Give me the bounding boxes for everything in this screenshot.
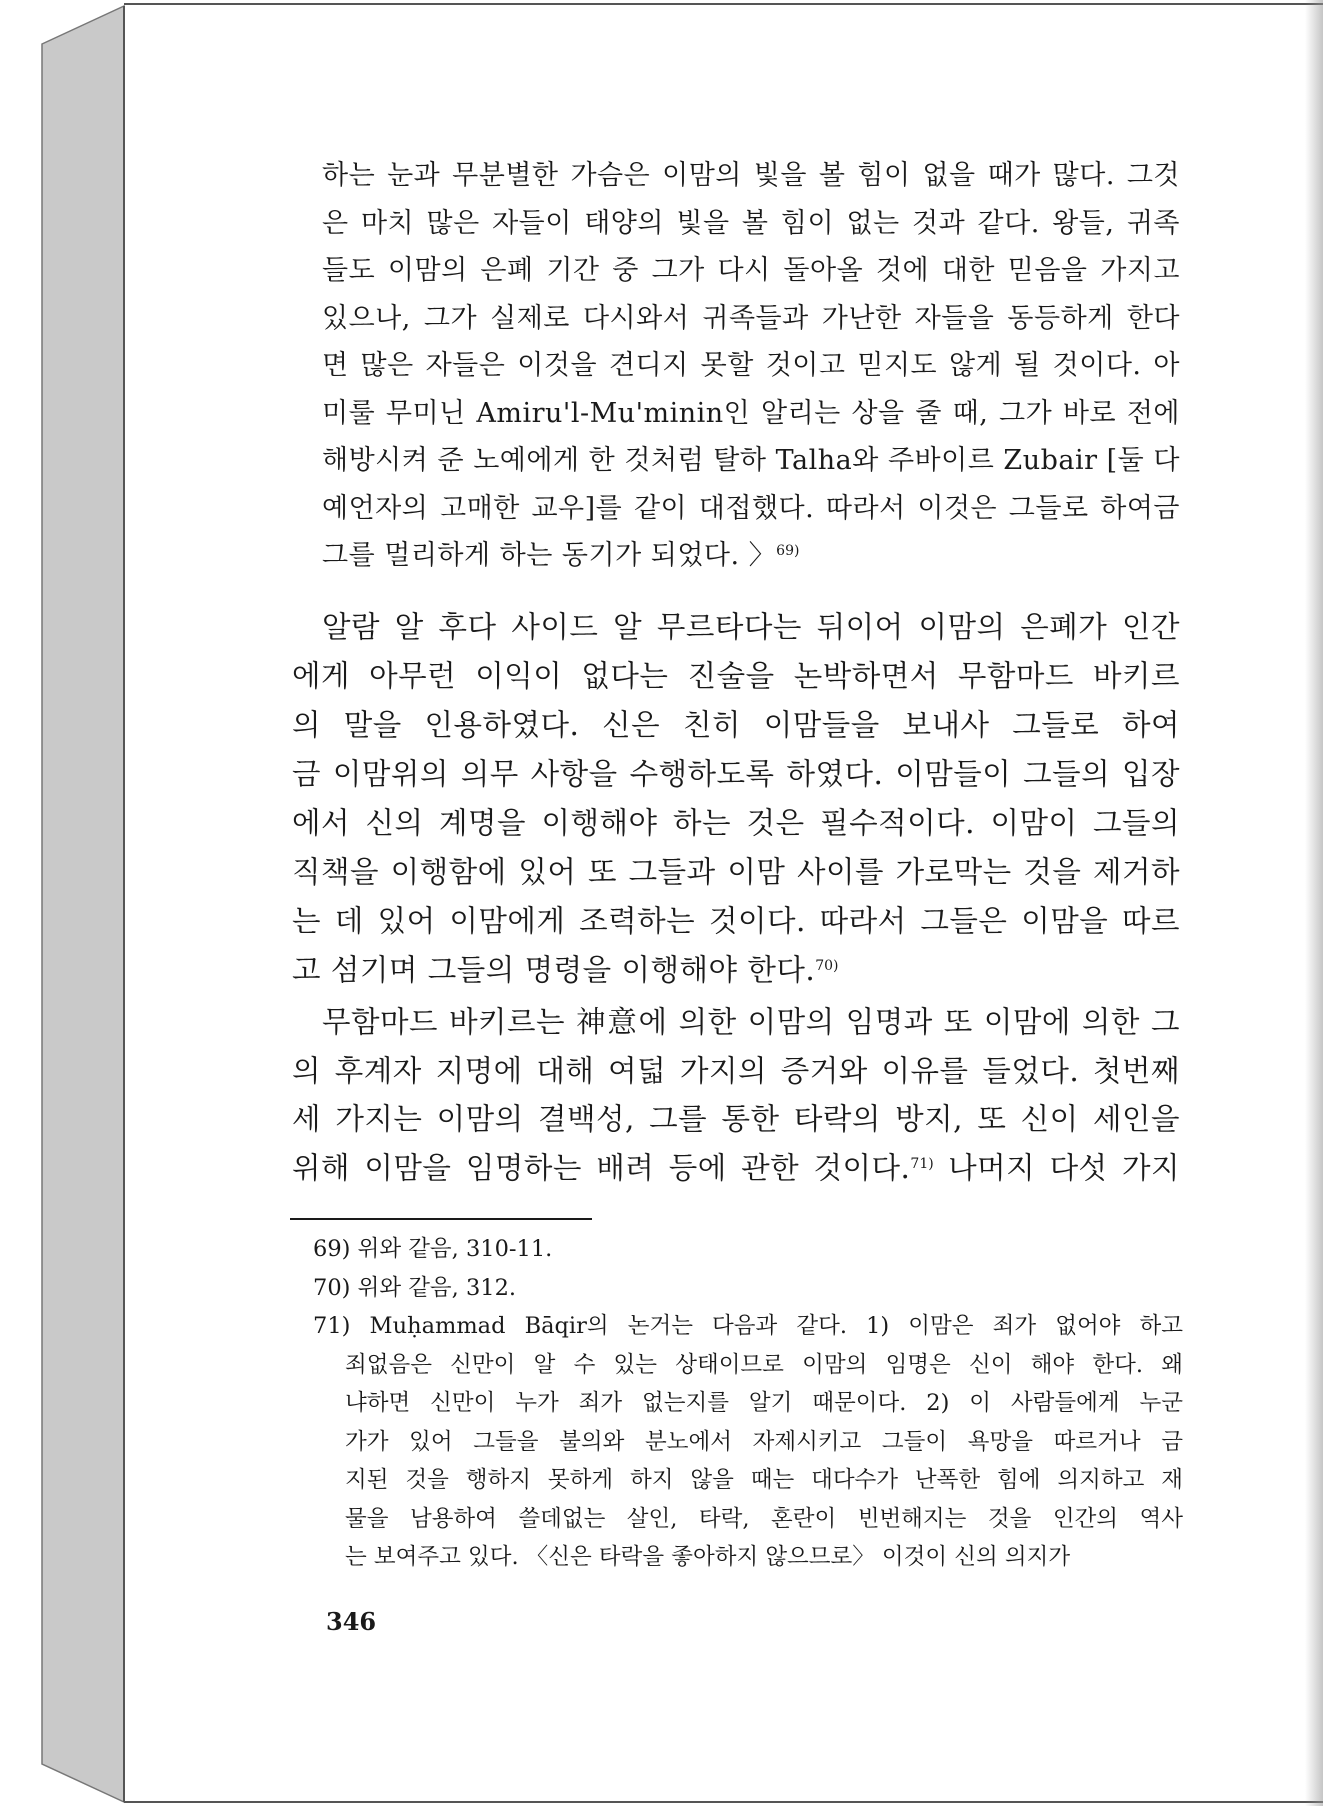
footnotes: [313, 1230, 1183, 1577]
quote-line: 예언자의 고매한 교우]를 같이 대접했다. 따라서 이것은 그들로 하여금: [322, 492, 1180, 524]
footnote-number: 71): [313, 1313, 351, 1339]
quote-line: 미룰 무미닌 Amiru'l-Mu'minin인 알리는 상을 줄 때, 그가 바로 전에: [322, 397, 1180, 429]
quote-line: 있으나, 그가 실제로 다시와서 귀족들과 가난한 자들을 동등하게 한다: [322, 302, 1180, 334]
footnote-text: 위와 같음, 310-11.: [357, 1236, 553, 1262]
paragraph-line: 세 가지는 이맘의 결백성, 그를 통한 타락의 방지, 또 신이 세인을: [292, 1102, 1180, 1136]
footnote-ref: 69): [776, 543, 800, 559]
quote-line: 면 많은 자들은 이것을 견디지 못할 것이고 믿지도 않게 될 것이다. 아: [322, 350, 1180, 381]
paragraph-line: 에게 아무런 이익이 없다는 진술을 논박하면서 무함마드 바키르: [292, 659, 1180, 693]
footnote-text: Muḥammad Bāqir의 논거는 다음과 같다. 1) 이맘은 죄가 없어야 하고: [369, 1313, 1184, 1339]
body-paragraph-2: [292, 998, 1180, 1192]
paragraph-line: 의 후계자 지명에 대해 여덟 가지의 증거와 이유를 들었다. 첫번째: [292, 1053, 1180, 1088]
quote-block: [322, 152, 1180, 580]
page-right-shadow: [1305, 0, 1323, 1806]
footnote-number: 70): [313, 1274, 351, 1301]
paragraph-line-with-ref: [292, 1144, 1180, 1193]
body-paragraph-1: [292, 603, 1180, 995]
footnote-line: 죄없음은 신만이 알 수 있는 상태이므로 이맘의 임명은 신이 해야 한다. 왜: [345, 1351, 1183, 1378]
quote-line: 은 마치 많은 자들이 태양의 빛을 볼 힘이 없는 것과 같다. 왕들, 귀족: [322, 207, 1180, 239]
footnote-divider: [290, 1218, 592, 1220]
footnote-first-line: [313, 1307, 1183, 1346]
paragraph-line: 금 이맘위의 의무 사항을 수행하도록 하였다. 이맘들이 그들의 입장: [292, 757, 1180, 791]
footnote-69: [313, 1230, 1183, 1269]
footnote-line: 는 보여주고 있다. 〈신은 타락을 좋아하지 않으므로〉 이것이 신의 의지가: [345, 1544, 1071, 1570]
footnote-ref: 70): [815, 958, 839, 974]
paragraph-line: 직책을 이행함에 있어 또 그들과 이맘 사이를 가로막는 것을 제거하: [292, 855, 1180, 889]
paragraph-line-text: 위해 이맘을 임명하는 배려 등에 관한 것이다.: [292, 1150, 911, 1185]
paragraph-line-text: 고 섬기며 그들의 명령을 이행해야 한다.: [292, 953, 816, 987]
quote-line: 들도 이맘의 은폐 기간 중 그가 다시 돌아올 것에 대한 믿음을 가지고: [322, 255, 1180, 286]
footnote-line: 물을 남용하여 쓸데없는 살인, 타락, 혼란이 빈번해지는 것을 인간의 역사: [345, 1505, 1183, 1532]
quote-line-text: 그를 멀리하게 하는 동기가 되었다. 〉: [322, 540, 777, 571]
paragraph-line: 는 데 있어 이맘에게 조력하는 것이다. 따라서 그들은 이맘을 따르: [292, 904, 1180, 938]
paragraph-line: 알람 알 후다 사이드 알 무르타다는 뒤이어 이맘의 은폐가 인간: [322, 610, 1180, 644]
page-number: 346: [326, 1607, 377, 1636]
paragraph-line-last: [292, 946, 1180, 995]
paragraph-line: 무함마드 바키르는 神意에 의한 이맘의 임명과 또 이맘에 의한 그: [322, 1005, 1180, 1039]
footnote-line: 지된 것을 행하지 못하게 하지 않을 때는 대다수가 난폭한 힘에 의지하고 재: [345, 1467, 1183, 1493]
quote-line-last: [322, 532, 1180, 580]
paragraph-line: 에서 신의 계명을 이행해야 하는 것은 필수적이다. 이맘이 그들의: [292, 806, 1180, 840]
footnote-71: [313, 1307, 1183, 1577]
paragraph-line: 의 말을 인용하였다. 신은 친히 이맘들을 보내사 그들로 하여: [292, 708, 1180, 742]
footnote-text: 위와 같음, 312.: [357, 1274, 517, 1301]
footnote-line: 냐하면 신만이 누가 죄가 없는지를 알기 때문이다. 2) 이 사람들에게 누군: [345, 1390, 1183, 1416]
footnote-70: [313, 1269, 1183, 1308]
quote-line: 하는 눈과 무분별한 가슴은 이맘의 빛을 볼 힘이 없을 때가 많다. 그것: [322, 160, 1180, 191]
footnote-number: 69): [313, 1236, 351, 1262]
footnote-line: 가가 있어 그들을 불의와 분노에서 자제시키고 그들이 욕망을 따르거나 금: [345, 1428, 1183, 1455]
footnote-ref: 71): [910, 1155, 934, 1172]
paragraph-line-tail: 나머지 다섯 가지: [948, 1150, 1180, 1185]
quote-line: 해방시켜 준 노예에게 한 것처럼 탈하 Talha와 주바이르 Zubair [둘 다: [322, 445, 1180, 476]
